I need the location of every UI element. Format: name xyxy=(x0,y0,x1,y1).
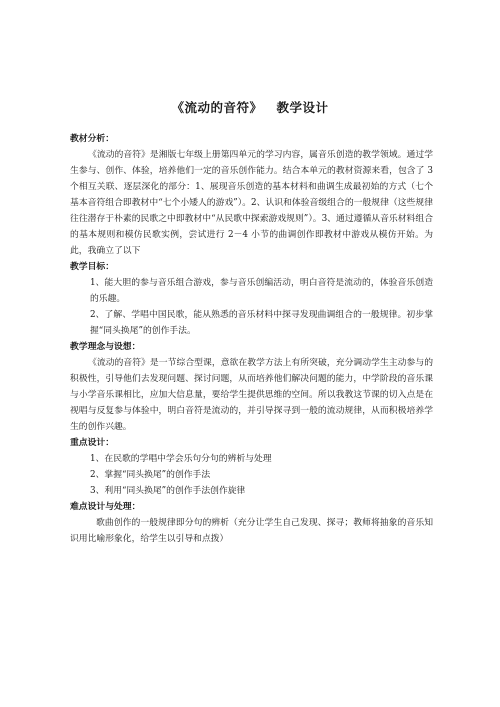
list-item-goal-2: 2、了解、学唱中国民歌，能从熟悉的音乐材料中探寻发现曲调组合的一般规律。初步掌握“同头换尾”的创作手法。 xyxy=(90,310,433,336)
paragraph-teaching-concept: 《流动的音符》是一节综合型课，意欲在教学方法上有所突破，充分调动学生主动参与的积极性，引导他们去发现问题、探讨问题，从而培养他们解决问题的能力，中学阶段的音乐课与小学音乐课相比，应加大信息量，要给学生提供思维的空间。所以我教这节课的切入点是在视唱与反复参与体验中，明白音符是流动的，并引导探寻到一般的流动规律，从而积极培养学生的创作兴趣。 xyxy=(70,358,433,432)
section-heading-difficulties: 难点设计与处理： xyxy=(70,502,141,512)
list-item-key-3: 3、利用“同头换尾”的创作手法创作旋律 xyxy=(90,486,246,496)
section-heading-textbook-analysis: 教材分析： xyxy=(70,134,114,144)
paragraph-textbook-analysis: 《流动的音符》是湘版七年级上册第四单元的学习内容，属音乐创造的教学领域。通过学生参与、创作、体验，培养他们一定的音乐创作能力。结合本单元的教材资源来看，包含了 3 个相互关联、逐层深化的部分：1、展现音乐创造的基本材料和曲调生成最初始的方式（七个基本音符组合即教材中“七个小矮人的游戏”）。2、认识和体验音级组合的一般规律（这些规律往往潜存于朴素的民歌之中即教材中“从民歌中探索游戏规则”）。3、通过遵循从音乐材料组合的基本规则和模仿民歌实例，尝试进行 2－4 小节的曲调创作即教材中游戏从模仿开始。为此，我确立了以下 xyxy=(70,150,433,256)
list-item-key-2: 2、掌握“同头换尾”的创作手法 xyxy=(90,470,211,480)
paragraph-difficulties: 歌曲创作的一般规律即分句的辨析（充分让学生自己发现、探寻；教师将抽象的音乐知识用比喻形象化，给学生以引导和点拨） xyxy=(70,518,433,544)
document-title xyxy=(0,98,500,116)
section-heading-teaching-goals: 教学目标： xyxy=(70,262,114,272)
section-heading-key-points: 重点设计： xyxy=(70,438,114,448)
section-heading-teaching-concept: 教学理念与设想： xyxy=(70,342,141,352)
document-body xyxy=(70,131,433,547)
title-main: 《流动的音符》 xyxy=(171,100,263,115)
list-item-goal-1: 1、能大胆的参与音乐组合游戏，参与音乐创编活动，明白音符是流动的，体验音乐创造的乐趣。 xyxy=(90,278,433,304)
list-item-key-1: 1、在民歌的学唱中学会乐句分句的辨析与处理 xyxy=(90,454,272,464)
title-suffix: 教学设计 xyxy=(276,100,329,115)
